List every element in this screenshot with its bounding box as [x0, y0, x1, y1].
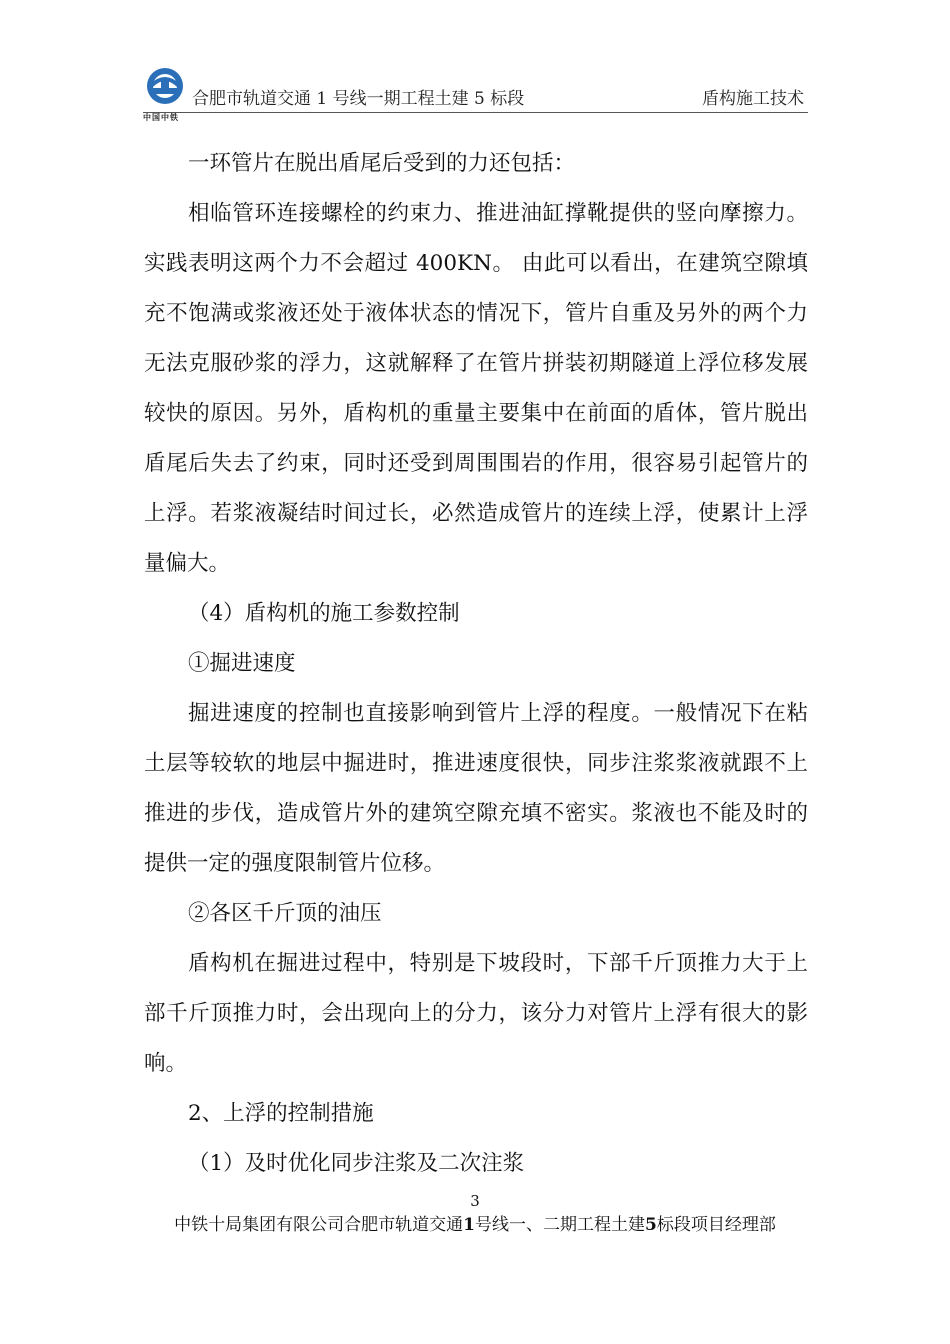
header-divider: [143, 112, 808, 113]
page-number: 3: [470, 1192, 480, 1210]
subsection-heading: ①掘进速度: [188, 651, 296, 676]
section-heading: （4）盾构机的施工参数控制: [188, 601, 460, 626]
header-project-title: 合肥市轨道交通 1 号线一期工程土建 5 标段: [192, 89, 525, 109]
header-section-title: 盾构施工技术: [702, 89, 804, 109]
document-body: [144, 139, 808, 1189]
section-heading: 2、上浮的控制措施: [188, 1101, 374, 1126]
footer-text: 号线一、二期工程土建: [475, 1215, 645, 1235]
paragraph: 盾构机在掘进过程中，特别是下坡段时，下部千斤顶推力大于上部千斤顶推力时，会出现向上的分力，该分力对管片上浮有很大的影响。: [144, 951, 808, 1076]
company-logo: [143, 66, 189, 116]
footer-number: 1: [463, 1215, 475, 1235]
logo-caption: 中国中铁: [143, 113, 179, 122]
paragraph: 一环管片在脱出盾尾后受到的力还包括：: [188, 151, 576, 176]
footer-text: 中铁十局集团有限公司合肥市轨道交通: [174, 1215, 464, 1235]
paragraph: 掘进速度的控制也直接影响到管片上浮的程度。一般情况下在粘土层等较软的地层中掘进时，推进速度很快，同步注浆浆液就跟不上推进的步伐，造成管片外的建筑空隙充填不密实。浆液也不能及时的提供一定的强度限制管片位移。: [144, 701, 808, 876]
page-footer: [0, 1210, 950, 1235]
crec-logo-icon: [143, 66, 189, 116]
subsection-heading: （1）及时优化同步注浆及二次注浆: [188, 1151, 525, 1176]
footer-number: 5: [645, 1215, 657, 1235]
footer-text: 标段项目经理部: [656, 1215, 776, 1235]
subsection-heading: ②各区千斤顶的油压: [188, 901, 382, 926]
paragraph: 相临管环连接螺栓的约束力、推进油缸撑靴提供的竖向摩擦力。实践表明这两个力不会超过 400KN。 由此可以看出，在建筑空隙填充不饱满或浆液还处于液体状态的情况下，管片自重及另外的两个力无法克服砂浆的浮力，这就解释了在管片拼装初期隧道上浮位移发展较快的原因。另外，盾构机的重量主要集中在前面的盾体，管片脱出盾尾后失去了约束，同时还受到周围围岩的作用，很容易引起管片的上浮。若浆液凝结时间过长，必然造成管片的连续上浮，使累计上浮量偏大。: [144, 201, 808, 576]
